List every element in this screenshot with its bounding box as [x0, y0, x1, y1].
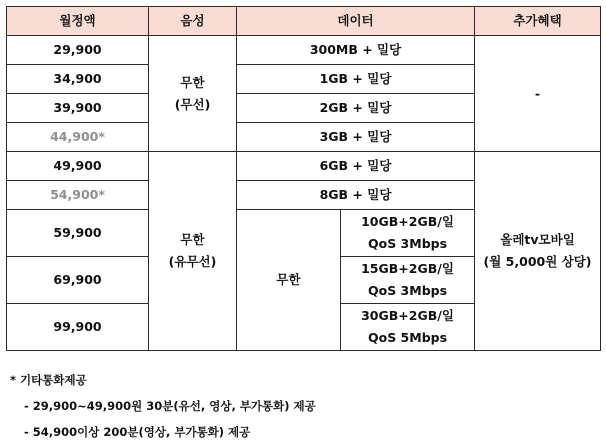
footnote-line: - 29,900~49,900원 30분(유선, 영상, 부가통화) 제공: [24, 399, 316, 413]
data-detail-line2: QoS 3Mbps: [367, 236, 448, 251]
header-voice: 음성: [149, 7, 237, 36]
extra-line1: 올레tv모바일: [500, 232, 575, 247]
data-detail-cell: [341, 210, 475, 257]
footnote-title: * 기타통화제공: [10, 373, 87, 387]
data-cell: 2GB + 밀당: [237, 94, 475, 123]
voice-line2: (유무선): [168, 254, 217, 269]
voice-cell-wired-wireless: [149, 152, 237, 351]
data-cell: 3GB + 밀당: [237, 123, 475, 152]
data-detail-line2: QoS 5Mbps: [367, 330, 448, 345]
voice-line2: (무선): [174, 96, 211, 112]
fee-cell: 49,900: [7, 152, 149, 181]
fee-cell: 39,900: [7, 94, 149, 123]
plan-table: [6, 6, 601, 351]
fee-cell: 69,900: [7, 257, 149, 304]
voice-line1: 무한: [180, 232, 205, 247]
data-cell: 6GB + 밀당: [237, 152, 475, 181]
fee-cell: 29,900: [7, 36, 149, 65]
extra-cell-none: -: [475, 36, 601, 152]
header-extra: 추가혜택: [475, 7, 601, 36]
voice-line1: 무한: [180, 74, 205, 90]
table-row: [7, 152, 601, 181]
data-cell: 8GB + 밀당: [237, 181, 475, 210]
data-detail-cell: [341, 304, 475, 351]
fee-cell: 59,900: [7, 210, 149, 257]
data-detail-line1: 10GB+2GB/일: [361, 214, 454, 229]
data-cell: 1GB + 밀당: [237, 65, 475, 94]
header-data: 데이터: [237, 7, 475, 36]
extra-line2: (월 5,000원 상당): [483, 254, 592, 269]
data-detail-line1: 30GB+2GB/일: [361, 308, 454, 323]
header-fee: 월정액: [7, 7, 149, 36]
table-header-row: [7, 7, 601, 36]
fee-cell: 34,900: [7, 65, 149, 94]
footnotes: [10, 370, 316, 448]
fee-cell: 54,900*: [7, 181, 149, 210]
data-cell: 300MB + 밀당: [237, 36, 475, 65]
voice-cell-wireless: [149, 36, 237, 152]
data-detail-cell: [341, 257, 475, 304]
fee-cell: 44,900*: [7, 123, 149, 152]
extra-cell-olleh-tv: [475, 152, 601, 351]
table-row: [7, 36, 601, 65]
data-detail-line2: QoS 3Mbps: [367, 283, 448, 298]
footnote-line: - 54,900이상 200분(영상, 부가통화) 제공: [24, 425, 251, 439]
data-unlimited-cell: 무한: [237, 210, 341, 351]
fee-cell: 99,900: [7, 304, 149, 351]
data-detail-line1: 15GB+2GB/일: [361, 261, 454, 276]
